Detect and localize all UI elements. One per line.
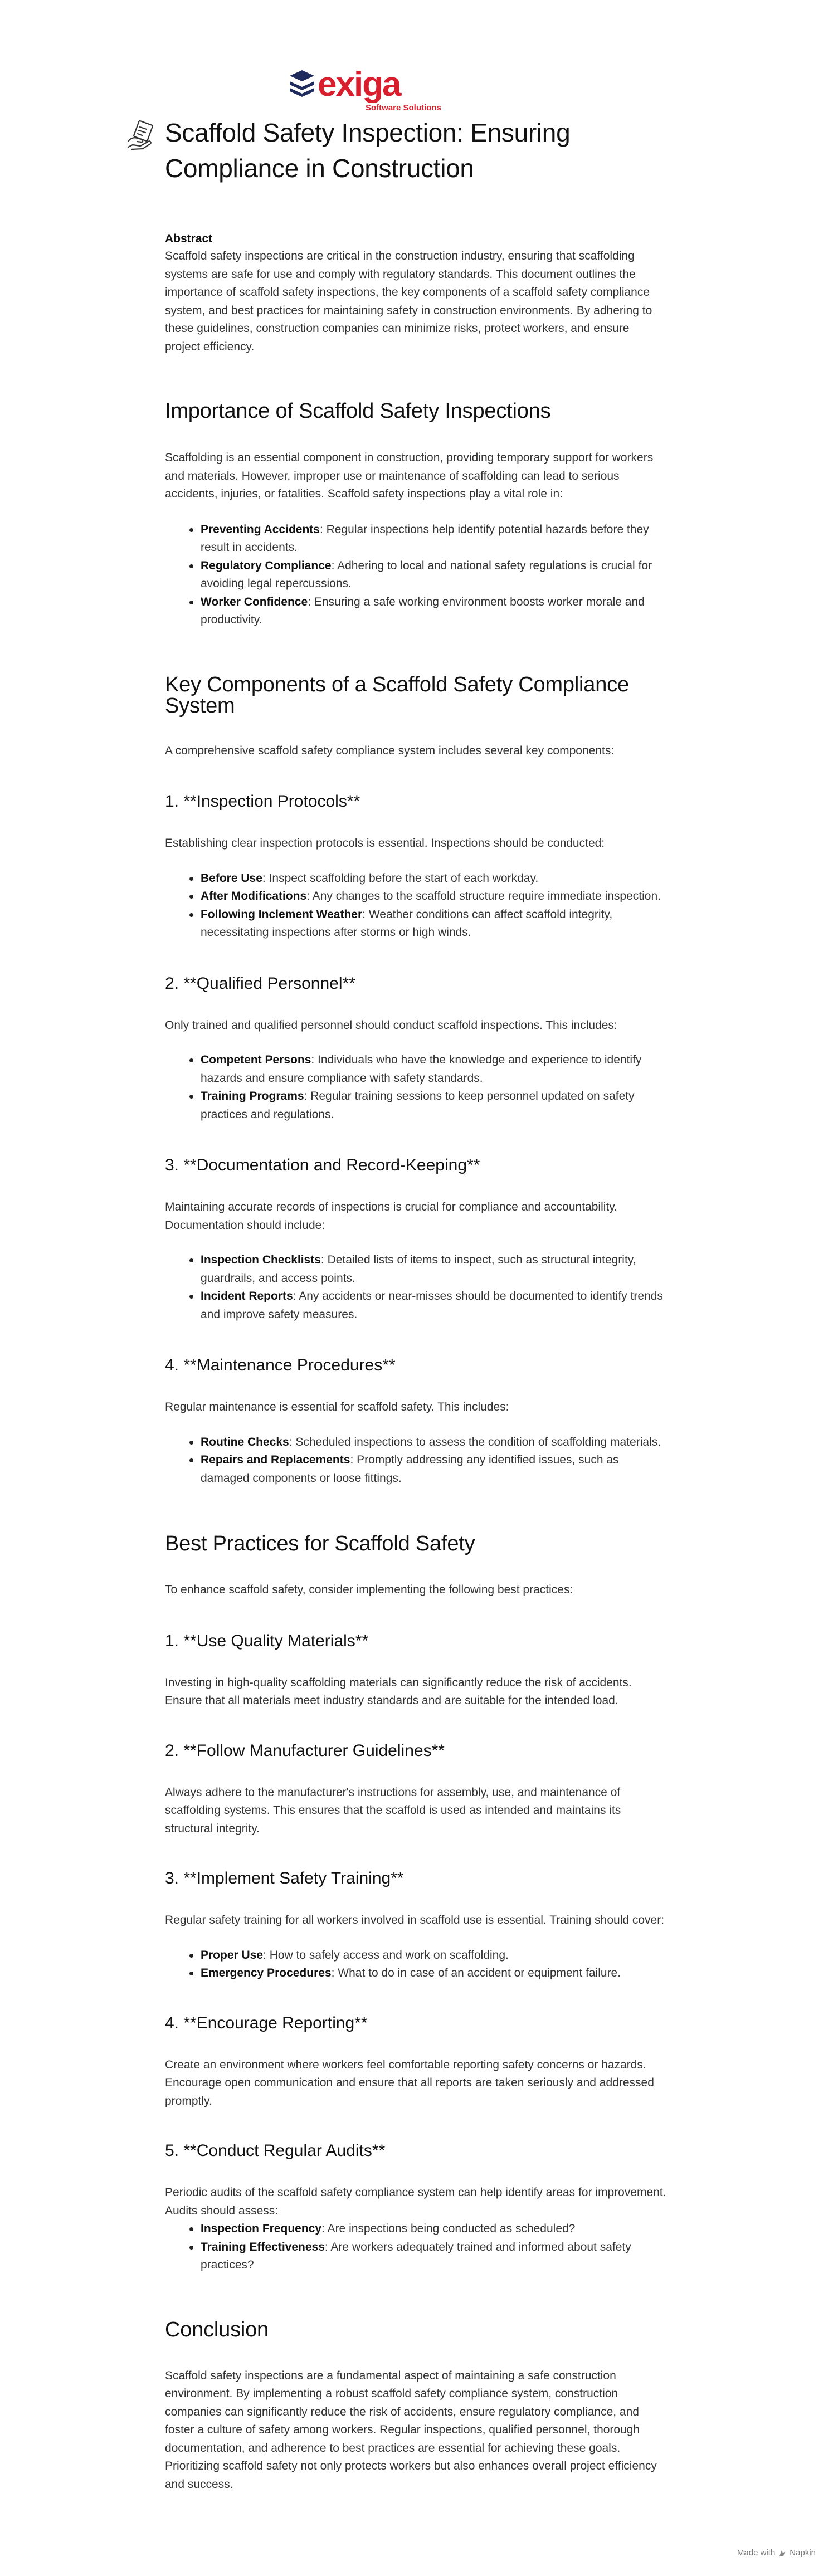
subheading-maintenance: 4. **Maintenance Procedures** [165, 1356, 396, 1374]
qualified-personnel-list [189, 1051, 666, 1124]
section-heading-conclusion: Conclusion [165, 2318, 269, 2341]
list-item: Preventing Accidents: Regular inspections help identify potential hazards before they result in accidents. [189, 521, 666, 557]
maintenance-intro: Regular maintenance is essential for scaffold safety. This includes: [165, 1401, 509, 1413]
list-item: Repairs and Replacements: Promptly addressing any identified issues, such as damaged components or loose fittings. [189, 1451, 666, 1487]
list-item: After Modifications: Any changes to the scaffold structure require immediate inspection. [189, 887, 666, 906]
napkin-logo-icon [778, 2549, 786, 2557]
subheading-quality-materials: 1. **Use Quality Materials** [165, 1631, 369, 1650]
maintenance-list [189, 1433, 666, 1488]
list-item: Before Use: Inspect scaffolding before the start of each workday. [189, 870, 666, 888]
subheading-encourage-reporting: 4. **Encourage Reporting** [165, 2013, 368, 2032]
regular-audits-text: Periodic audits of the scaffold safety compliance system can help identify areas for improvement. Audits should assess: [165, 2186, 666, 2217]
subheading-regular-audits: 5. **Conduct Regular Audits** [165, 2141, 386, 2160]
conclusion-text: Scaffold safety inspections are a fundamental aspect of maintaining a safe construction environment. By implementing a robust scaffold safety compliance system, construction companies can significantly reduce the risk of accidents, ensure regulatory compliance, and foster a culture of safety among workers. Regular inspections, qualified personnel, thorough documentation, and adherence to best practices are essential for achieving these goals. Prioritizing scaffold safety not only protects workers but also enhances overall project efficiency and success. [165, 2369, 657, 2491]
document-hand-icon [126, 119, 157, 150]
page-title: Scaffold Safety Inspection: Ensuring Compliance in Construction [165, 118, 571, 183]
logo-wordmark: exiga [318, 65, 401, 104]
layers-logo-mark [290, 70, 314, 97]
list-item: Competent Persons: Individuals who have the knowledge and experience to identify hazards and ensure compliance with safety standards. [189, 1051, 666, 1087]
abstract-text: Scaffold safety inspections are critical in the construction industry, ensuring that scaffolding systems are safe for use and comply with regulatory standards. This document outlines the importance of scaffold safety inspections, the key components of a scaffold safety compliance system, and best practices for maintaining safety in construction environments. By adhering to these guidelines, construction companies can minimize risks, protect workers, and ensure project efficiency. [165, 250, 652, 353]
made-with-label: Made with [737, 2548, 776, 2558]
inspection-protocols-intro: Establishing clear inspection protocols is essential. Inspections should be conducted: [165, 837, 605, 850]
napkin-brand: Napkin [790, 2548, 816, 2558]
best-practices-intro: To enhance scaffold safety, consider implementing the following best practices: [165, 1583, 573, 1596]
list-item: Proper Use: How to safely access and work on scaffolding. [189, 1946, 666, 1965]
section-heading-components: Key Components of a Scaffold Safety Compliance System [165, 672, 629, 718]
list-item: Inspection Checklists: Detailed lists of items to inspect, such as structural integrity, guardrails, and access points. [189, 1251, 666, 1287]
abstract-label: Abstract [165, 232, 213, 245]
list-item: Emergency Procedures: What to do in case of an accident or equipment failure. [189, 1964, 666, 1983]
exiga-logo [284, 59, 446, 113]
safety-training-list [189, 1946, 666, 1983]
list-item: Training Effectiveness: Are workers adequately trained and informed about safety practices? [189, 2238, 666, 2275]
section-heading-best-practices: Best Practices for Scaffold Safety [165, 1532, 475, 1555]
list-item: Following Inclement Weather: Weather conditions can affect scaffold integrity, necessitating inspections after storms or high winds. [189, 906, 666, 942]
safety-training-text: Regular safety training for all workers involved in scaffold use is essential. Training should cover: [165, 1914, 665, 1926]
list-item: Inspection Frequency: Are inspections being conducted as scheduled? [189, 2220, 666, 2238]
importance-intro: Scaffolding is an essential component in construction, providing temporary support for workers and materials. However, improper use or maintenance of scaffolding can lead to serious accidents, injuries, or fatalities. Scaffold safety inspections play a vital role in: [165, 451, 654, 500]
section-heading-importance: Importance of Scaffold Safety Inspections [165, 399, 551, 423]
documentation-list [189, 1251, 666, 1324]
components-intro: A comprehensive scaffold safety compliance system includes several key components: [165, 744, 615, 757]
made-with-napkin[interactable] [737, 2548, 816, 2558]
importance-list [189, 521, 666, 630]
document-body [165, 115, 666, 2494]
manufacturer-guidelines-text: Always adhere to the manufacturer's instructions for assembly, use, and maintenance of scaffolding systems. This ensures that the scaffold is used as intended and maintains its structural integrity. [165, 1785, 621, 1835]
list-item: Regulatory Compliance: Adhering to local and national safety regulations is crucial for avoiding legal repercussions. [189, 557, 666, 593]
list-item: Training Programs: Regular training sessions to keep personnel updated on safety practices and regulations. [189, 1087, 666, 1124]
documentation-intro: Maintaining accurate records of inspections is crucial for compliance and accountability. Documentation should include: [165, 1201, 618, 1232]
qualified-personnel-intro: Only trained and qualified personnel should conduct scaffold inspections. This includes: [165, 1018, 617, 1032]
list-item: Worker Confidence: Ensuring a safe working environment boosts worker morale and productivity. [189, 593, 666, 630]
quality-materials-text: Investing in high-quality scaffolding materials can significantly reduce the risk of accidents. Ensure that all materials meet industry standards and are suitable for the intended load. [165, 1676, 632, 1707]
inspection-protocols-list [189, 870, 666, 942]
subheading-manufacturer-guidelines: 2. **Follow Manufacturer Guidelines** [165, 1741, 445, 1760]
subheading-inspection-protocols: 1. **Inspection Protocols** [165, 792, 360, 811]
subheading-safety-training: 3. **Implement Safety Training** [165, 1869, 404, 1887]
list-item: Routine Checks: Scheduled inspections to assess the condition of scaffolding materials. [189, 1433, 666, 1452]
subheading-documentation: 3. **Documentation and Record-Keeping** [165, 1156, 480, 1174]
regular-audits-list [189, 2220, 666, 2275]
list-item: Incident Reports: Any accidents or near-misses should be documented to identify trends and improve safety measures. [189, 1287, 666, 1324]
subheading-qualified-personnel: 2. **Qualified Personnel** [165, 974, 355, 993]
logo-tagline: Software Solutions [366, 103, 441, 113]
encourage-reporting-text: Create an environment where workers feel comfortable reporting safety concerns or hazards. Encourage open communication and ensure that all reports are taken seriously and addressed promptly. [165, 2058, 654, 2107]
